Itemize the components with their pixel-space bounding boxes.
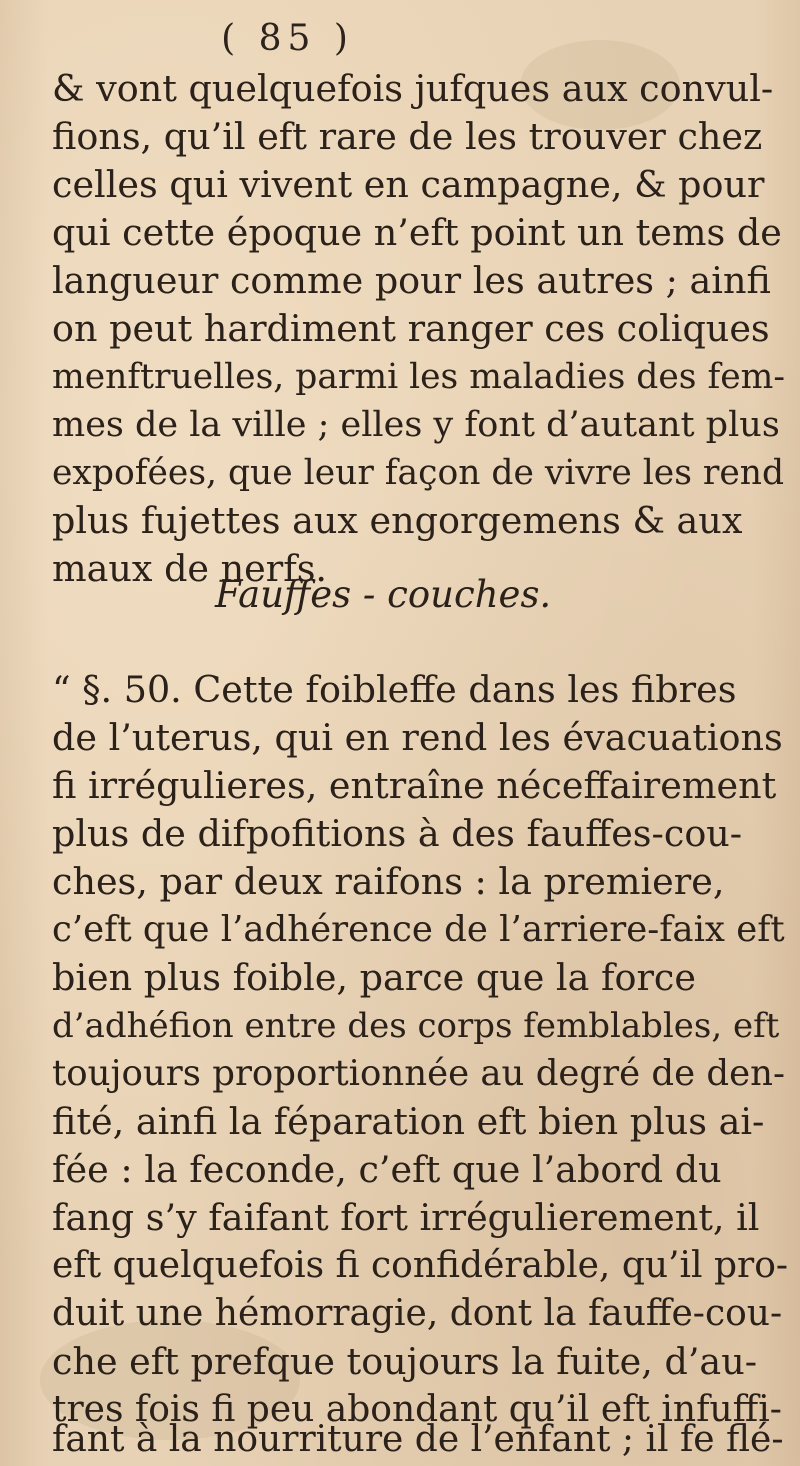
text-line: toujours proportionnée au degré de den- bbox=[52, 1053, 786, 1094]
text-line: expofées, que leur façon de vivre les rend bbox=[52, 453, 785, 493]
text-line: duit une hémorragie, dont la fauffe-cou- bbox=[52, 1293, 783, 1334]
page-number: ( 85 ) bbox=[221, 18, 354, 59]
text-line: fée : la feconde, c’eft que l’abord du bbox=[52, 1148, 722, 1191]
text-line: qui cette époque n’eft point un tems de bbox=[52, 211, 782, 254]
text-line: d’adhéfion entre des corps femblables, eft bbox=[52, 1006, 780, 1046]
text-line: menftruelles, parmi les maladies des fem- bbox=[52, 357, 786, 397]
text-line: & vont quelquefois jufques aux convul- bbox=[52, 67, 774, 110]
text-line: tres fois fi peu abondant qu’il eft infuffi- bbox=[52, 1389, 782, 1430]
text-line: mes de la ville ; elles y font d’autant plus bbox=[52, 405, 780, 445]
text-line: fang s’y faifant fort irrégulierement, il bbox=[52, 1196, 760, 1239]
text-line: plus fujettes aux engorgemens & aux bbox=[52, 499, 743, 542]
text-line: che eft prefque toujours la fuite, d’au- bbox=[52, 1340, 758, 1383]
text-line: fions, qu’il eft rare de les trouver chez bbox=[52, 115, 763, 158]
text-line: plus de difpofitions à des fauffes-cou- bbox=[52, 812, 743, 855]
text-line: “ §. 50. Cette foibleffe dans les fibres bbox=[52, 668, 737, 711]
text-line: c’eft que l’adhérence de l’arriere-faix eft bbox=[52, 909, 785, 950]
text-line: de l’uterus, qui en rend les évacuations bbox=[52, 716, 783, 759]
section-heading: Fauffes - couches. bbox=[215, 573, 552, 616]
text-line: maux de nerfs. bbox=[52, 547, 328, 590]
text-line: ches, par deux raifons : la premiere, bbox=[52, 860, 725, 903]
text-line: on peut hardiment ranger ces coliques bbox=[52, 307, 770, 350]
text-line: eft quelquefois fi confidérable, qu’il pro- bbox=[52, 1245, 789, 1286]
text-line: langueur comme pour les autres ; ainfi bbox=[52, 259, 771, 302]
text-line: celles qui vivent en campagne, & pour bbox=[52, 163, 765, 206]
text-line: fant à la nourriture de l’enfant ; il fe flé- bbox=[52, 1419, 784, 1460]
text-line: fi irrégulieres, entraîne néceffairement bbox=[52, 764, 777, 807]
text-line: fité, ainfi la féparation eft bien plus ai- bbox=[52, 1100, 765, 1143]
text-line: bien plus foible, parce que la force bbox=[52, 956, 696, 999]
